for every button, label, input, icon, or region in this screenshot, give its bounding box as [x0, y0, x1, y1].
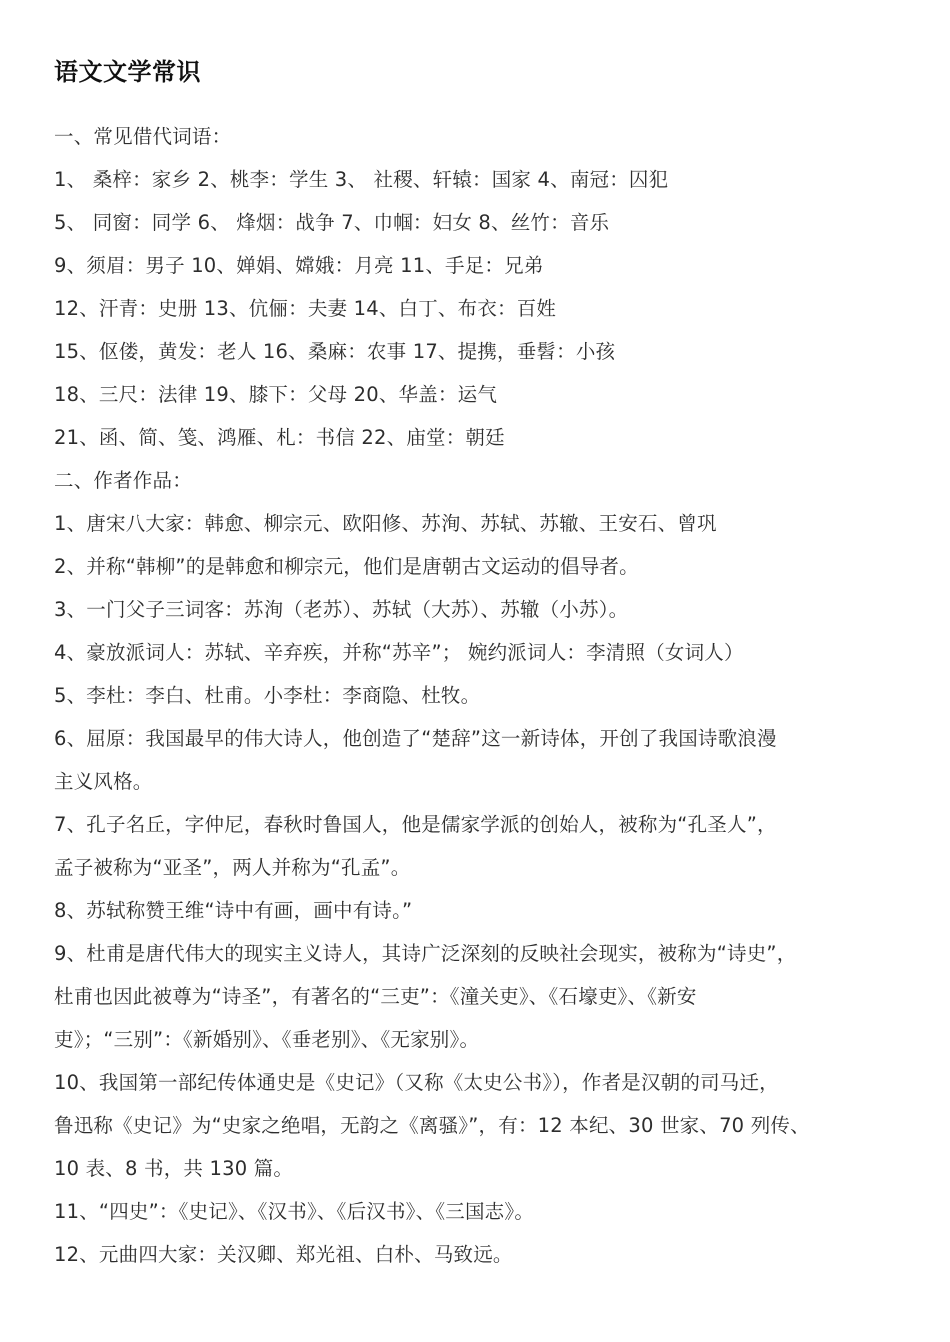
text-line: 7、孔子名丘，字仲尼，春秋时鲁国人，他是儒家学派的创始人，被称为“孔圣人”，: [54, 813, 777, 836]
text-line: 2、并称“韩柳”的是韩愈和柳宗元，他们是唐朝古文运动的倡导者。: [54, 555, 639, 578]
text-line: 12、元曲四大家：关汉卿、郑光祖、白朴、马致远。: [54, 1243, 513, 1266]
text-line: 10 表、8 书，共 130 篇。: [54, 1157, 294, 1180]
text-line: 18、三尺：法律 19、膝下：父母 20、华盖：运气: [54, 383, 498, 406]
text-line: 3、一门父子三词客：苏洵（老苏）、苏轼（大苏）、苏辙（小苏）。: [54, 598, 629, 621]
text-line: 8、苏轼称赞王维“诗中有画，画中有诗。”: [54, 899, 413, 922]
text-line: 4、豪放派词人：苏轼、辛弃疾，并称“苏辛”； 婉约派词人：李清照（女词人）: [54, 641, 744, 664]
text-line: 9、须眉：男子 10、婵娟、嫦娥：月亮 11、手足：兄弟: [54, 254, 544, 277]
text-line: 杜甫也因此被尊为“诗圣”，有著名的“三吏”：《潼关吏》、《石壕吏》、《新安: [54, 985, 697, 1008]
text-line: 12、汗青：史册 13、伉俪：夫妻 14、白丁、布衣：百姓: [54, 297, 557, 320]
text-line: 5、 同窗：同学 6、 烽烟：战争 7、巾帼：妇女 8、丝竹：音乐: [54, 211, 610, 234]
text-line: 孟子被称为“亚圣”，两人并称为“孔孟”。: [54, 856, 411, 879]
text-line: 吏》；“三别”：《新婚别》、《垂老别》、《无家别》。: [54, 1028, 480, 1051]
text-line: 主义风格。: [54, 770, 153, 793]
text-line: 5、李杜：李白、杜甫。小李杜：李商隐、杜牧。: [54, 684, 481, 707]
text-line: 鲁迅称《史记》为“史家之绝唱，无韵之《离骚》”，有：12 本纪、30 世家、70 列传、: [54, 1114, 810, 1137]
section-heading: 一、常见借代词语：: [54, 125, 232, 148]
document-body: [54, 121, 914, 1282]
text-line: 21、函、简、笺、鸿雁、札：书信 22、庙堂：朝廷: [54, 426, 505, 449]
text-line: 9、杜甫是唐代伟大的现实主义诗人，其诗广泛深刻的反映社会现实，被称为“诗史”，: [54, 942, 797, 965]
document-title: 语文文学常识: [54, 58, 201, 86]
text-line: 15、伛偻，黄发：老人 16、桑麻：农事 17、提携，垂髫：小孩: [54, 340, 616, 363]
text-line: 1、唐宋八大家：韩愈、柳宗元、欧阳修、苏洵、苏轼、苏辙、王安石、曾巩: [54, 512, 717, 535]
section-heading: 二、作者作品：: [54, 469, 192, 492]
text-line: 1、 桑梓：家乡 2、桃李：学生 3、 社稷、轩辕：国家 4、南冠：囚犯: [54, 168, 669, 191]
text-line: 6、屈原：我国最早的伟大诗人，他创造了“楚辞”这一新诗体，开创了我国诗歌浪漫: [54, 727, 777, 750]
text-line: 10、我国第一部纪传体通史是《史记》（又称《太史公书》），作者是汉朝的司马迁，: [54, 1071, 779, 1094]
text-line: 11、“四史”：《史记》、《汉书》、《后汉书》、《三国志》。: [54, 1200, 535, 1223]
